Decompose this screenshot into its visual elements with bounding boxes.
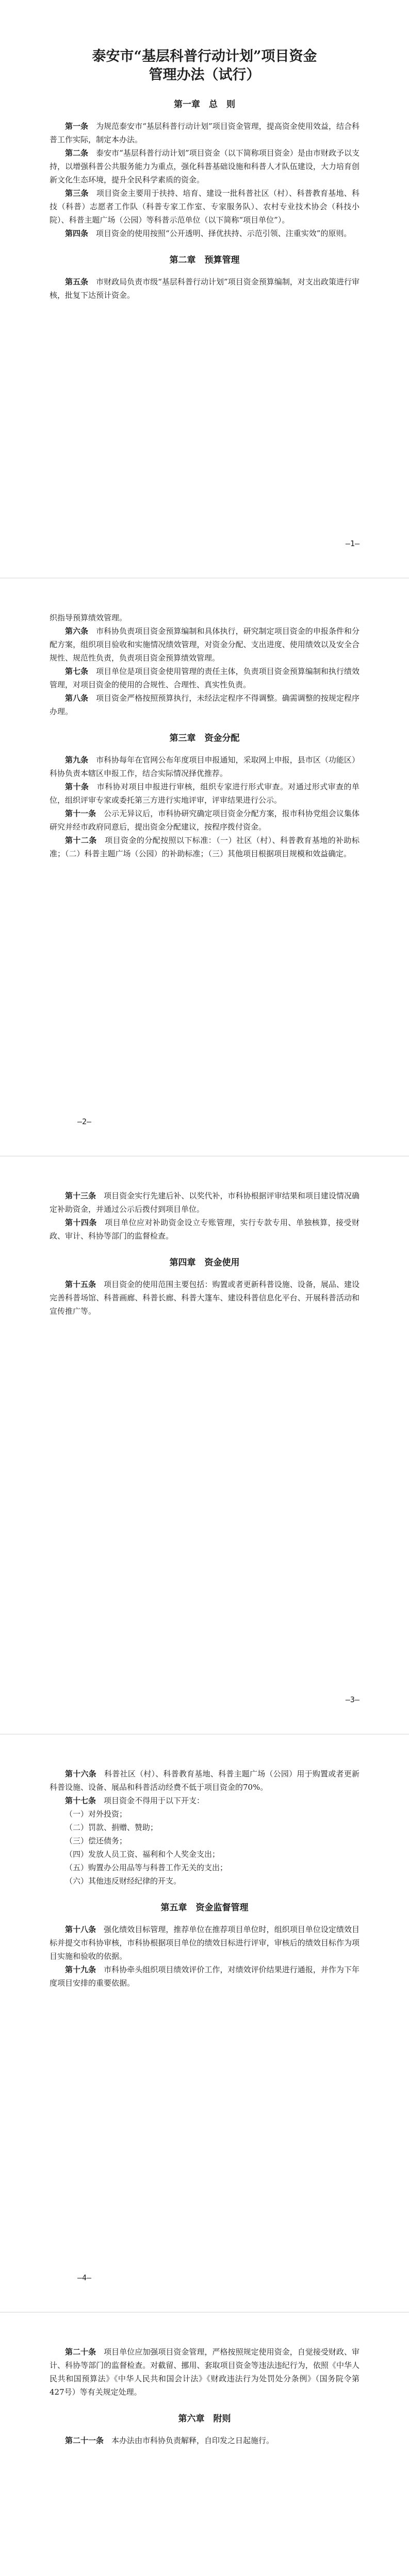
document-page-1 xyxy=(0,0,409,578)
article-4 xyxy=(50,227,359,240)
list-item: （四）发放人员工资、福利和个人奖金支出； xyxy=(65,1850,220,1859)
list-item: （三）偿还债务； xyxy=(65,1836,127,1845)
article-14-text: 项目单位应对补助资金设立专账管理，实行专款专用、单独核算，接受财政、审计、科协等部门的监督检查。 xyxy=(50,1218,359,1241)
list-item: （六）其他违反财经纪律的开支。 xyxy=(65,1876,182,1886)
article-4-label: 第四条 xyxy=(65,229,89,238)
article-10 xyxy=(50,780,359,807)
article-14 xyxy=(50,1216,359,1243)
article-1-label: 第一条 xyxy=(65,122,89,131)
article-6-text: 市科协负责项目资金预算编制和具体执行，研究制定项目资金的申报条件和分配方案，组织项目验收和实施情况绩效管理，对资金分配、支出进度、使用绩效以及安全合规性、规范性负责，负责项目资金预算绩效管理。 xyxy=(50,626,359,663)
article-1 xyxy=(50,120,359,146)
article-15-text: 项目资金的使用范围主要包括：购置或者更新科普设施、设备，展品、建设完善科普场馆、科普画廊、科普长廊、科普大篷车、建设科普信息化平台、开展科普活动和宣传推广等。 xyxy=(50,1280,359,1316)
article-6-label: 第六条 xyxy=(65,626,89,636)
chapter-1-heading: 第一章 总 则 xyxy=(174,99,235,110)
article-2 xyxy=(50,146,359,187)
article-21 xyxy=(50,2434,359,2447)
article-7-text: 项目单位是项目资金使用管理的责任主体，负责项目资金预算编制和执行绩效管理，对项目资金的使用的合规性、合理性、真实性负责。 xyxy=(50,667,359,689)
article-8-label: 第八条 xyxy=(65,693,89,703)
article-1-text: 为规范泰安市“基层科普行动计划”项目资金管理，提高资金使用效益，结合科普工作实际，制定本办法。 xyxy=(50,122,359,144)
article-15 xyxy=(50,1278,359,1318)
article-18-label: 第十八条 xyxy=(65,1925,96,1934)
article-2-text: 泰安市“基层科普行动计划”项目资金（以下简称项目资金）是由市财政予以支持，以增强科普公共服务能力为重点，强化科普基础设施和科普人才队伍建设，大力培育创新文化生态环境，提升全民科学素质的资金。 xyxy=(50,148,359,184)
article-14-label: 第十四条 xyxy=(65,1218,97,1227)
article-19-text: 市科协牵头组织项目绩效评价工作，对绩效评价结果进行通报，并作为下年度项目安排的重要依据。 xyxy=(50,1965,359,1988)
article-12 xyxy=(50,834,359,860)
article-11-label: 第十一条 xyxy=(65,809,96,818)
article-20 xyxy=(50,2345,359,2399)
article-17 xyxy=(50,1794,359,1807)
article-13-text: 项目资金实行先建后补、以奖代补，市科协根据评审结果和项目建设情况确定补助资金，并通过公示后拨付到项目单位。 xyxy=(50,1191,359,1214)
article-19 xyxy=(50,1963,359,1990)
document-page-3 xyxy=(0,1156,409,1734)
article-15-label: 第十五条 xyxy=(65,1280,96,1289)
article-9-text: 市科协每年在官网公布年度项目申报通知，采取网上申报，县市区（功能区）科协负责本辖区申报工作，结合实际情况择优推荐。 xyxy=(50,755,359,778)
page-number-1: —1— xyxy=(345,539,359,548)
article-13 xyxy=(50,1189,359,1216)
article-5-label: 第五条 xyxy=(65,277,89,286)
chapter-2-heading: 第二章 预算管理 xyxy=(169,255,240,265)
article-18-text: 强化绩效目标管理，推荐单位在推荐项目单位时，组织项目单位设定绩效目标并提交市科协审核，市科协根据项目单位的绩效目标进行评审，审核后的绩效目标作为项目实施和验收的依据。 xyxy=(50,1925,359,1961)
article-18 xyxy=(50,1923,359,1963)
document-page-5 xyxy=(0,2312,409,2576)
list-item: （一）对外投资； xyxy=(65,1809,127,1819)
article-3-text: 项目资金主要用于扶持、培育、建设一批科普社区（村）、科普教育基地、科技（科普）志愿者工作队（科普专家工作室、专家服务队）、农村专业技术协会（科技小院）、科普主题广场（公园）等科普示范单位（以下简称“项目单位”）。 xyxy=(50,189,359,225)
article-17-text: 项目资金不得用于以下开支： xyxy=(104,1796,205,1805)
list-item: （五）购置办公用品等与科普工作无关的支出； xyxy=(65,1863,228,1872)
article-16 xyxy=(50,1767,359,1794)
article-20-label: 第二十条 xyxy=(65,2347,96,2357)
article-19-label: 第十九条 xyxy=(65,1965,96,1974)
article-5 xyxy=(50,275,359,302)
article-3 xyxy=(50,187,359,227)
article-10-text: 市科协对项目申报进行审核，组织专家进行形式审查。对通过形式审查的单位，组织评审专家或委托第三方进行实地评审，评审结果进行公示。 xyxy=(50,782,359,805)
article-5-continued: 织指导预算绩效管理。 xyxy=(50,613,127,622)
article-8-text: 项目资金严格按照预算执行，未经法定程序不得调整。确需调整的按规定程序办理。 xyxy=(50,693,359,716)
article-21-label: 第二十一条 xyxy=(65,2436,104,2445)
article-12-label: 第十二条 xyxy=(65,836,97,845)
article-9 xyxy=(50,753,359,780)
list-item: （二）罚款、捐赠、赞助； xyxy=(65,1823,158,1832)
chapter-3-heading: 第三章 资金分配 xyxy=(169,733,240,743)
article-7 xyxy=(50,665,359,691)
document-page-4 xyxy=(0,1734,409,2312)
article-2-label: 第二条 xyxy=(65,148,89,158)
article-3-label: 第三条 xyxy=(65,189,89,198)
document-title-line-2: 管理办法（试行） xyxy=(149,67,260,83)
article-16-text: 科普社区（村）、科普教育基地、科普主题广场（公园）用于购置或者更新科普设施、设备、展品和科普活动经费不低于项目资金的70%。 xyxy=(50,1769,359,1792)
chapter-6-heading: 第六章 附则 xyxy=(178,2414,231,2424)
article-6 xyxy=(50,624,359,665)
page-number-4: —4— xyxy=(77,2273,92,2282)
article-5-text: 市财政局负责市级“基层科普行动计划”项目资金预算编制，对支出政策进行审核，批复下达预计资金。 xyxy=(50,277,359,300)
document-page-2 xyxy=(0,578,409,1156)
article-4-text: 项目资金的使用按照“公开透明、择优扶持、示范引领、注重实效”的原则。 xyxy=(96,229,352,238)
article-17-label: 第十七条 xyxy=(65,1796,96,1805)
article-16-label: 第十六条 xyxy=(65,1769,96,1778)
article-11-text: 公示无异议后，市科协研究确定项目资金分配方案，报市科协党组会议集体研究并经市政府同意后，提出资金分配建议，按程序拨付资金。 xyxy=(50,809,359,832)
article-21-text: 本办法由市科协负责解释，自印发之日起施行。 xyxy=(111,2436,274,2445)
page-number-3: —3— xyxy=(345,1695,359,1704)
article-12-text: 项目资金的分配按照以下标准：（一）社区（村）、科普教育基地的补助标准；（二）科普主题广场（公园）的补助标准；（三）其他项目根据项目规模和效益确定。 xyxy=(50,836,359,858)
article-13-label: 第十三条 xyxy=(65,1191,96,1200)
article-8 xyxy=(50,691,359,718)
page-number-2: —2— xyxy=(77,1117,92,1126)
article-20-text: 项目单位应加强项目资金管理，严格按照规定使用资金，自觉接受财政、审计、科协等部门的监督检查。对截留、挪用、套取项目资金等违法违纪行为，依照《中华人民共和国预算法》《中华人民共和国会计法》《财政违法行为处罚处分条例》（国务院令第427号）等有关规定处理。 xyxy=(50,2347,359,2397)
article-9-label: 第九条 xyxy=(65,755,89,765)
document-title-line-1: 泰安市“基层科普行动计划”项目资金 xyxy=(92,48,317,64)
article-11 xyxy=(50,807,359,834)
article-10-label: 第十条 xyxy=(65,782,89,791)
chapter-5-heading: 第五章 资金监督管理 xyxy=(160,1903,249,1913)
article-7-label: 第七条 xyxy=(65,667,89,676)
chapter-4-heading: 第四章 资金使用 xyxy=(169,1258,240,1268)
